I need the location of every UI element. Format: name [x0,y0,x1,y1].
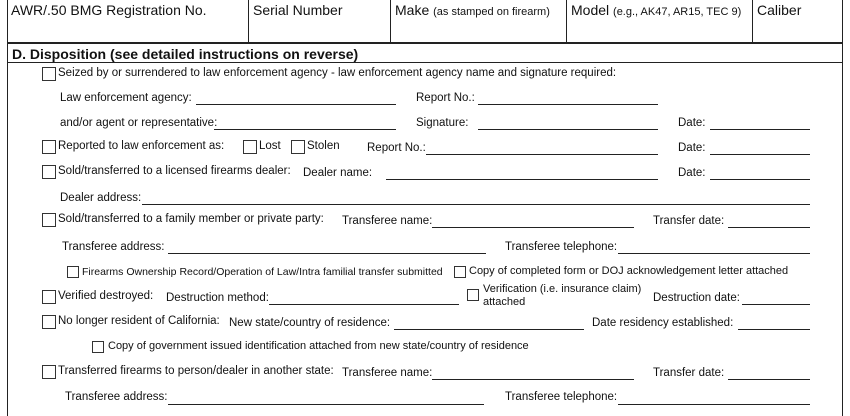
transferee-phone-field[interactable] [618,253,810,254]
transferee-phone-field-2[interactable] [618,404,810,405]
transferee-name-label: Transferee name: [342,215,433,227]
transfer-date-label: Transfer date: [653,215,725,227]
caliber-label: Caliber [757,2,802,18]
other-state-label: Transferred firearms to person/dealer in another state: [58,365,334,377]
seized-checkbox[interactable] [42,67,56,81]
other-state-checkbox[interactable] [42,365,56,379]
date-field-2[interactable] [710,154,810,155]
transferee-address-label: Transferee address: [62,241,165,253]
report-no-label: Report No.: [416,92,475,104]
date-field-3[interactable] [710,179,810,180]
date-label-3: Date: [678,167,706,179]
destruction-method-field[interactable] [269,304,459,305]
transferee-name-label-2: Transferee name: [342,367,433,379]
residency-date-label: Date residency established: [592,317,734,329]
residency-date-field[interactable] [738,329,810,330]
gov-id-checkbox[interactable] [92,341,104,353]
new-state-label: New state/country of residence: [229,317,391,329]
date-field-1[interactable] [710,129,810,130]
transferee-address-label-2: Transferee address: [65,391,168,403]
le-agency-label: Law enforcement agency: [60,92,192,104]
verification-checkbox[interactable] [467,289,479,301]
family-checkbox[interactable] [42,213,56,227]
model-label: Model [571,2,610,18]
le-agency-field[interactable] [196,104,396,105]
serial-label: Serial Number [253,2,343,18]
make-label: Make [395,2,430,18]
dealer-checkbox[interactable] [42,165,56,179]
dealer-address-label: Dealer address: [60,192,142,204]
no-longer-checkbox[interactable] [42,315,56,329]
transferee-phone-label-2: Transferee telephone: [505,391,618,403]
family-sold-label: Sold/transferred to a family member or private party: [58,213,324,225]
transferee-address-field[interactable] [168,253,486,254]
destroyed-label: Verified destroyed: [58,290,154,302]
header-row [7,0,843,43]
serial-header [248,0,383,43]
make-header [390,0,566,43]
verification-label-2: attached [483,296,526,308]
report-no-field-2[interactable] [426,154,658,155]
stolen-checkbox[interactable] [291,140,305,154]
doj-copy-checkbox[interactable] [454,266,466,278]
agent-label: and/or agent or representative: [60,117,218,129]
transferee-phone-label: Transferee telephone: [505,241,618,253]
dealer-sold-label: Sold/transferred to a licensed firearms dealer: [58,165,291,177]
section-title: D. Disposition (see detailed instructions on reverse) [7,43,843,63]
new-state-field[interactable] [394,329,584,330]
destroyed-checkbox[interactable] [42,290,56,304]
dealer-name-field[interactable] [386,179,658,180]
transferee-name-field[interactable] [432,227,634,228]
transferee-name-field-2[interactable] [432,379,634,380]
agent-field[interactable] [214,129,396,130]
destruction-method-label: Destruction method: [166,292,269,304]
signature-field[interactable] [478,129,658,130]
destruction-date-label: Destruction date: [653,292,740,304]
date-label-1: Date: [678,117,706,129]
reported-label: Reported to law enforcement as: [58,140,225,152]
gov-id-label: Copy of government issued identification attached from new state/country of residence [108,340,529,352]
no-longer-label: No longer resident of California: [58,315,220,327]
make-note: (as stamped on firearm) [433,6,550,18]
fors-checkbox[interactable] [67,266,79,278]
stolen-label: Stolen [307,140,340,152]
date-label-2: Date: [678,142,706,154]
report-no-label-2: Report No.: [367,142,426,154]
awr-label: AWR/.50 BMG Registration No. [11,2,207,18]
transferee-address-field-2[interactable] [168,404,484,405]
lost-label: Lost [259,140,281,152]
doj-copy-label: Copy of completed form or DOJ acknowledgement letter attached [469,265,789,277]
transfer-date-label-2: Transfer date: [653,367,725,379]
signature-label: Signature: [416,117,469,129]
awr-header [7,0,247,43]
caliber-header [752,0,844,43]
destruction-date-field[interactable] [742,304,810,305]
dealer-name-label: Dealer name: [303,167,373,179]
fors-label: Firearms Ownership Record/Operation of Law/Intra familial transfer submitted [82,266,443,278]
seized-label: Seized by or surrendered to law enforcement agency - law enforcement agency name and signature required: [58,67,617,79]
transfer-date-field-2[interactable] [728,379,810,380]
verification-label: Verification (i.e. insurance claim) [483,283,642,295]
dealer-address-field[interactable] [142,204,810,205]
report-no-field[interactable] [478,104,658,105]
lost-checkbox[interactable] [243,140,257,154]
reported-checkbox[interactable] [42,140,56,154]
model-note: (e.g., AK47, AR15, TEC 9) [613,6,742,18]
model-header [566,0,752,43]
transfer-date-field[interactable] [728,227,810,228]
